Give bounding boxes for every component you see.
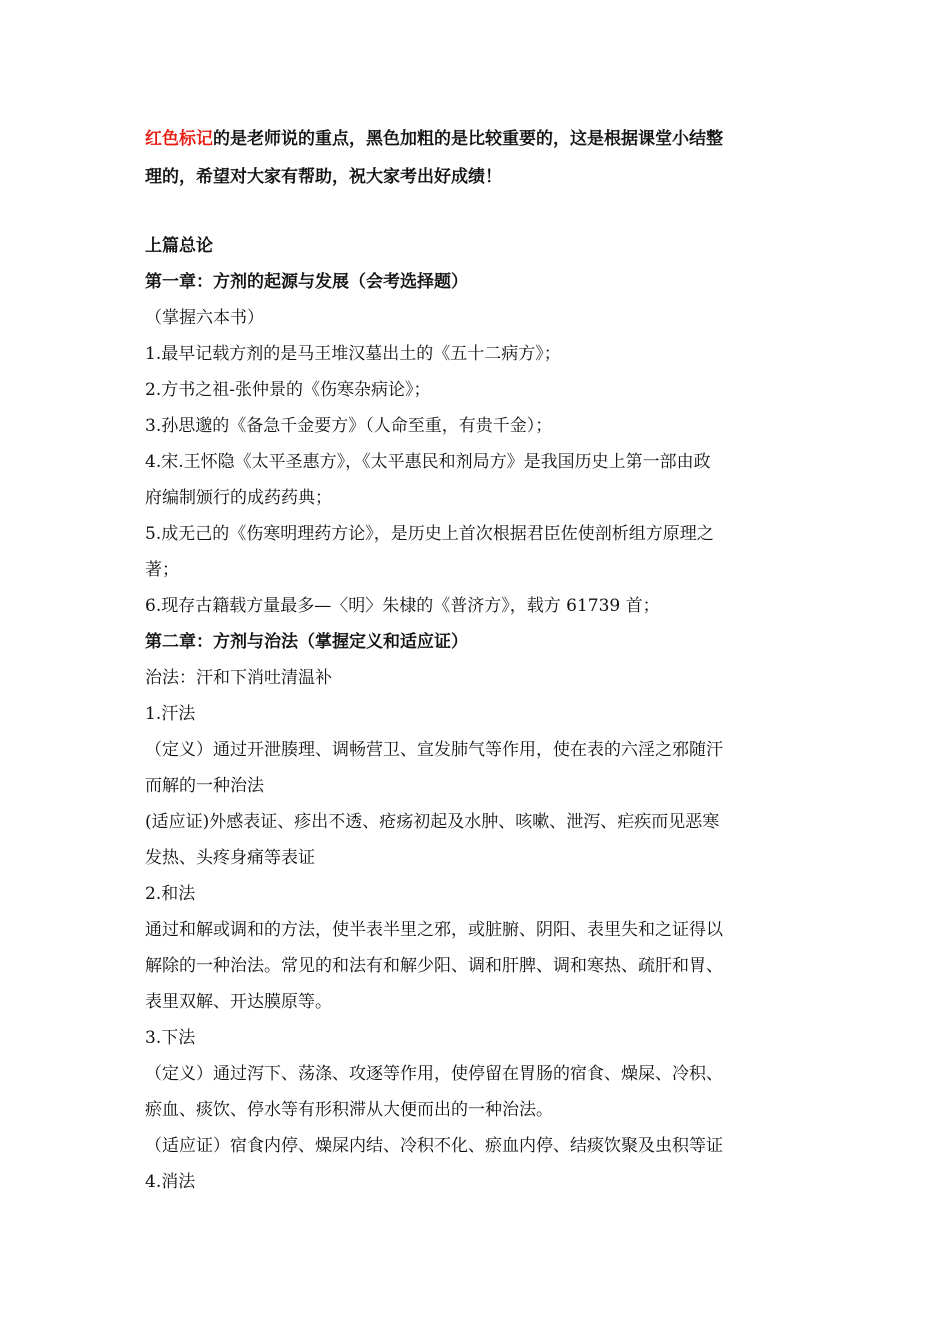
chapter2-line: 而解的一种治法 bbox=[145, 776, 264, 796]
intro-paragraph bbox=[145, 120, 810, 196]
chapter1-item: 著； bbox=[145, 560, 179, 580]
intro-line-1 bbox=[145, 120, 810, 158]
chapter2-line: 表里双解、开达膜原等。 bbox=[145, 992, 332, 1012]
chapter2-line: 2.和法 bbox=[145, 884, 196, 904]
chapter1-note: （掌握六本书） bbox=[145, 308, 264, 328]
chapter1-title: 第一章：方剂的起源与发展（会考选择题） bbox=[145, 272, 468, 292]
chapter2-line: 通过和解或调和的方法，使半表半里之邪，或脏腑、阴阳、表里失和之证得以 bbox=[145, 920, 723, 940]
chapter2-line: 瘀血、痰饮、停水等有形积滞从大便而出的一种治法。 bbox=[145, 1100, 553, 1120]
chapter2-line: 解除的一种治法。常见的和法有和解少阳、调和肝脾、调和寒热、疏肝和胃、 bbox=[145, 956, 723, 976]
chapter1-item: 3.孙思邈的《备急千金要方》（人命至重，有贵千金）； bbox=[145, 416, 553, 436]
chapter2-line: （定义）通过泻下、荡涤、攻逐等作用，使停留在胃肠的宿食、燥屎、冷积、 bbox=[145, 1064, 723, 1084]
chapter2-title: 第二章：方剂与治法（掌握定义和适应证） bbox=[145, 632, 468, 652]
chapter1-item: 2.方书之祖-张仲景的《伤寒杂病论》； bbox=[145, 380, 431, 400]
part-title: 上篇总论 bbox=[145, 236, 213, 256]
chapter2-line: 发热、头疼身痛等表证 bbox=[145, 848, 315, 868]
chapter2-line: 3.下法 bbox=[145, 1028, 196, 1048]
chapter2-line: (适应证)外感表证、疹出不透、疮疡初起及水肿、咳嗽、泄泻、疟疾而见恶寒 bbox=[145, 812, 720, 832]
chapter1-item: 5.成无己的《伤寒明理药方论》，是历史上首次根据君臣佐使剖析组方原理之 bbox=[145, 524, 714, 544]
red-mark-label: 红色标记 bbox=[145, 129, 213, 149]
chapter2-line: （定义）通过开泄腠理、调畅营卫、宣发肺气等作用，使在表的六淫之邪随汗 bbox=[145, 740, 723, 760]
chapter1-item: 府编制颁行的成药药典； bbox=[145, 488, 332, 508]
intro-line-2: 理的，希望对大家有帮助，祝大家考出好成绩！ bbox=[145, 167, 502, 187]
chapter1-item: 4.宋.王怀隐《太平圣惠方》，《太平惠民和剂局方》是我国历史上第一部由政 bbox=[145, 452, 711, 472]
chapter1-item: 1.最早记载方剂的是马王堆汉墓出土的《五十二病方》； bbox=[145, 344, 561, 364]
intro-line-1-rest: 的是老师说的重点，黑色加粗的是比较重要的，这是根据课堂小结整 bbox=[213, 129, 723, 149]
chapter2-line: 4.消法 bbox=[145, 1172, 196, 1192]
chapter2-line: 治法：汗和下消吐清温补 bbox=[145, 668, 332, 688]
chapter2-line: （适应证）宿食内停、燥屎内结、冷积不化、瘀血内停、结痰饮聚及虫积等证 bbox=[145, 1136, 723, 1156]
spacer bbox=[145, 196, 810, 228]
chapter2-line: 1.汗法 bbox=[145, 704, 196, 724]
document-body bbox=[145, 120, 810, 1200]
chapter1-item: 6.现存古籍载方量最多—〈明〉朱棣的《普济方》，载方 61739 首； bbox=[145, 596, 660, 616]
